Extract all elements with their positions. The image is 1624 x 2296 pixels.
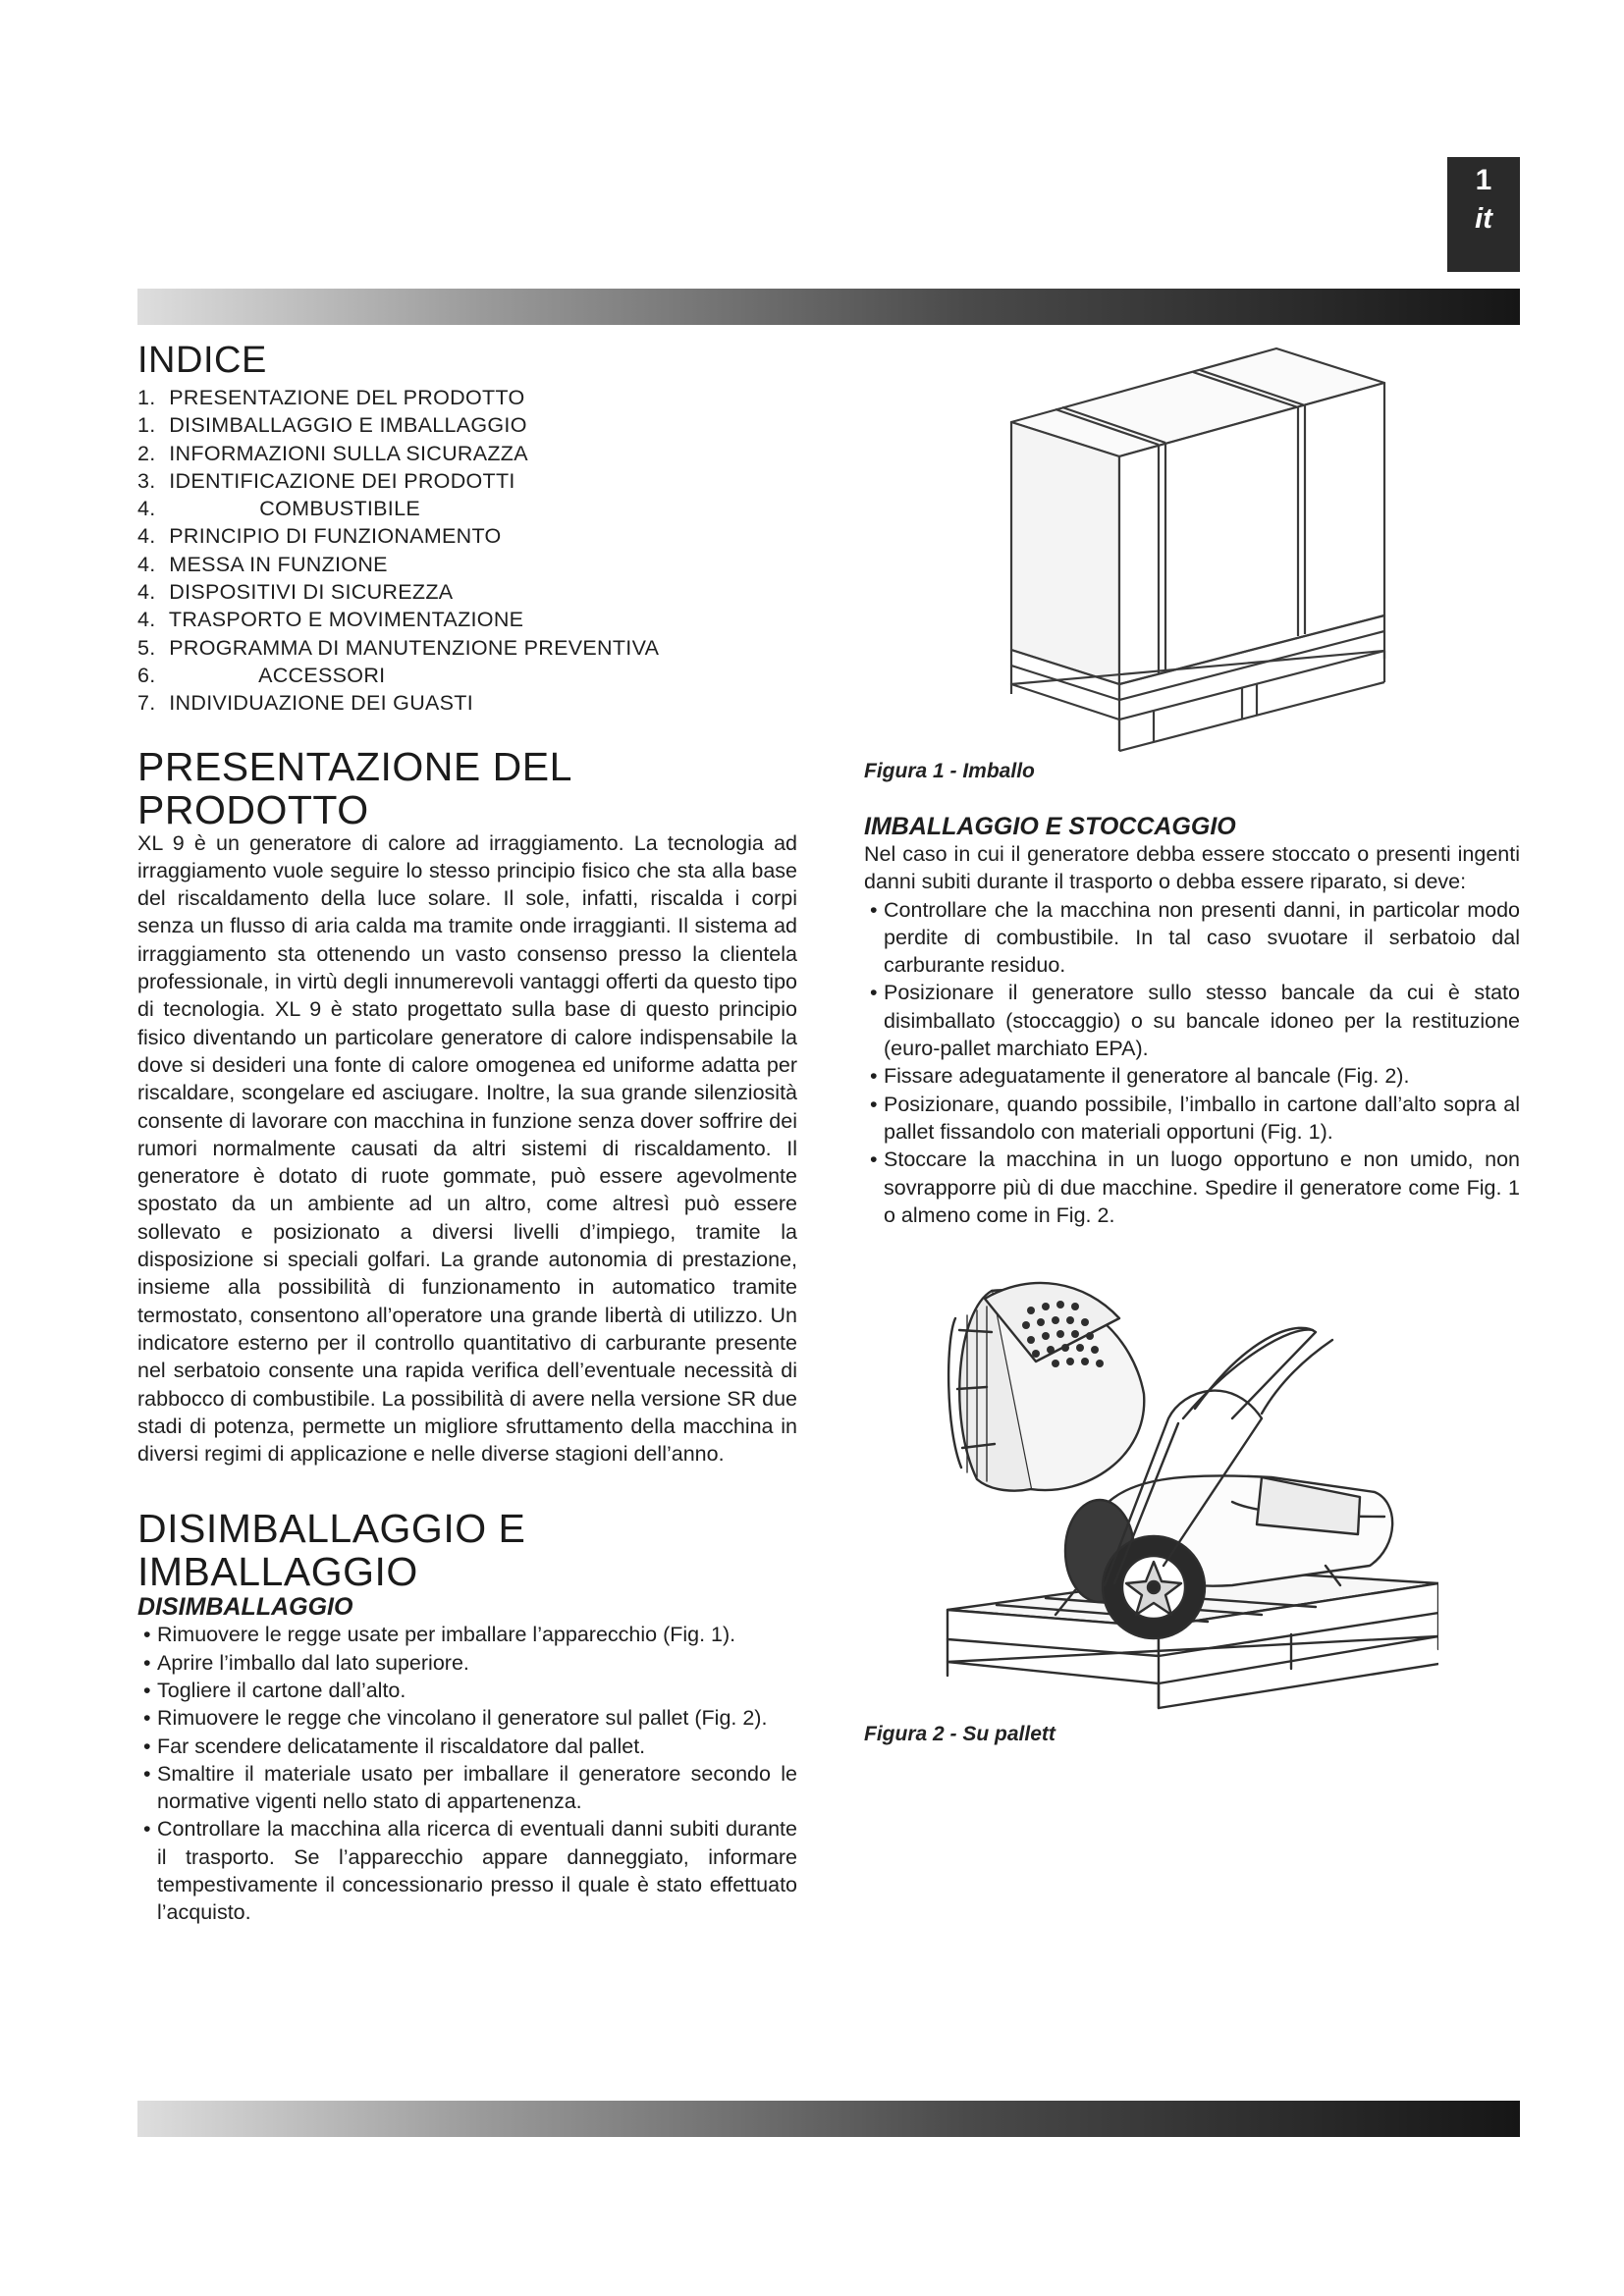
toc-item [137,578,797,606]
imballaggio-intro: Nel caso in cui il generatore debba essere stoccato o presenti ingenti danni subiti durante il trasporto o debba essere riparato, si deve: [864,842,1520,894]
imballaggio-item [864,896,1520,980]
toc-item-number: 6. [137,663,156,687]
toc-item [137,662,797,689]
disimballaggio-item-text: Rimuovere le regge che vincolano il generatore sul pallet (Fig. 2). [157,1706,768,1731]
imballaggio-item [864,1062,1520,1090]
toc-item [137,440,797,467]
left-column [137,339,797,1927]
imballaggio-item-text: Controllare che la macchina non presenti danni, in particolar modo perdite di combustibile. In tal caso svuotare il serbatoio dal carburante residuo. [884,897,1520,978]
disimballaggio-item [137,1677,797,1704]
presentazione-body: XL 9 è un generatore di calore ad irraggiamento. La tecnologia ad irraggiamento vuole seguire lo stesso principio fisico che sta alla base del riscaldamento della luce solare. Il sole, infatti, riscalda i corpi senza un flusso di aria calda ma tramite onde irraggianti. Il sistema ad irraggiamento sta ottenendo un vasto consenso presso la clientela professionale, in virtù degli innumerevoli vantaggi offerti da questo tipo di tecnologia. XL 9 è stato progettato sulla base di questo principio fisico diventando un particolare generatore di calore indispensabile la dove si desideri una fonte di calore omogenea ed uniforme adatta per riscaldare, scongelare ed asciugare. Inoltre, la sua grande silenziosità consente di lavorare con macchina in funzione senza dover soffrire dei rumori normalmente causati da altri sistemi di riscaldamento. Il generatore è dotato di ruote gommate, può essere agevolmente spostato da un ambiente ad un altro, come altresì può essere sollevato e posizionato a diversi livelli d’impiego, tramite la disposizione si speciali golfari. La grande autonomia di prestazione, insieme alla possibilità di funzionamento in automatico tramite termostato, consentono all’operatore una grande libertà di utilizzo. Un indicatore esterno per il controllo quantitativo di carburante presente nel serbatoio consente una rapida verifica dell’eventuale necessità di rabbocco di combustibile. La possibilità di avere nella versione SR due stadi di potenza, permette un migliore sfruttamento della macchina in diversi regimi di applicazione e nelle diverse stagioni dell’anno. [137,830,797,1467]
disimballaggio-item-text: Aprire l’imballo dal lato superiore. [157,1650,469,1675]
toc-item [137,522,797,550]
imballaggio-stoccaggio-subtitle: IMBALLAGGIO E STOCCAGGIO [864,813,1236,840]
toc-item [137,551,797,578]
toc-item-label: PROGRAMMA DI MANUTENZIONE PREVENTIVA [169,635,660,660]
figure2-caption: Figura 2 - Su pallett [864,1723,1056,1745]
toc-item-label: INFORMAZIONI SULLA SICURAZZA [169,441,528,465]
table-of-contents [137,384,797,718]
disimballaggio-item [137,1621,797,1648]
disimballaggio-item [137,1815,797,1926]
toc-item-number: 1. [137,413,156,438]
language-code: it [1475,203,1492,235]
indice-title: INDICE [137,340,267,381]
toc-item-label: MESSA IN FUNZIONE [169,552,388,576]
toc-item-number: 4. [137,524,156,549]
disimballaggio-item-text: Smaltire il materiale usato per imballare il generatore secondo le normative vigenti nello stato di appartenenza. [157,1761,797,1814]
toc-item-number: 2. [137,441,156,465]
toc-item-label: PRINCIPIO DI FUNZIONAMENTO [169,524,502,549]
toc-item-number: 7. [137,691,156,716]
page-number: 1 [1475,164,1492,196]
toc-item-label: INDIVIDUAZIONE DEI GUASTI [169,691,474,716]
toc-item [137,384,797,411]
toc-item [137,634,797,662]
imballaggio-item [864,1091,1520,1147]
imballaggio-item-text: Posizionare, quando possibile, l’imballo in cartone dall’alto sopra al pallet fissandolo con materiali opportuni (Fig. 1). [884,1092,1520,1144]
toc-item-number: 5. [137,635,156,660]
heater-on-pallet-illustration [938,1271,1438,1713]
toc-item-label: IDENTIFICAZIONE DEI PRODOTTI [169,468,515,493]
toc-item [137,606,797,633]
disimballaggio-list [137,1621,797,1926]
disimballaggio-item-text: Togliere il cartone dall’alto. [157,1678,406,1702]
right-column [864,813,1520,1229]
disimballaggio-item [137,1649,797,1677]
toc-item [137,467,797,495]
page-number-tab [1447,157,1520,272]
imballaggio-item-text: Stoccare la macchina in un luogo opportuno e non umido, non sovrapporre più di due macchine. Spedire il generatore come Fig. 1 o almeno come in Fig. 2. [884,1148,1520,1227]
toc-item-number: 3. [137,468,156,493]
toc-item-label: DISIMBALLAGGIO E IMBALLAGGIO [169,413,527,438]
presentazione-title: PRESENTAZIONE DEL PRODOTTO [137,743,571,832]
imballaggio-item-text: Fissare adeguatamente il generatore al bancale (Fig. 2). [884,1064,1410,1089]
disimballaggio-item [137,1733,797,1760]
toc-item [137,411,797,439]
figure1-caption: Figura 1 - Imballo [864,760,1035,782]
toc-item-label: COMBUSTIBILE [259,497,420,521]
disimballaggio-item-text: Rimuovere le regge usate per imballare l’apparecchio (Fig. 1). [157,1623,736,1647]
imballaggio-list [864,896,1520,1230]
toc-item-label: ACCESSORI [258,663,386,687]
toc-item [137,495,797,522]
toc-item-number: 1. [137,386,156,409]
disimballaggio-item-text: Far scendere delicatamente il riscaldatore dal pallet. [157,1734,646,1758]
disimballaggio-section-title: DISIMBALLAGGIO E IMBALLAGGIO [137,1506,526,1595]
toc-item-number: 4. [137,580,156,605]
toc-item-number: 4. [137,497,156,521]
disimballaggio-item [137,1760,797,1816]
disimballaggio-subtitle: DISIMBALLAGGIO [137,1593,353,1622]
disimballaggio-item-text: Controllare la macchina alla ricerca di eventuali danni subiti durante il trasporto. Se l’apparecchio appare danneggiato, informare tempestivamente il concessionario presso il quale è stato effettuato l’acquisto. [157,1817,797,1925]
toc-item-label: PRESENTAZIONE DEL PRODOTTO [169,386,525,409]
imballaggio-item [864,979,1520,1062]
toc-item-label: TRASPORTO E MOVIMENTAZIONE [168,608,524,632]
toc-item [137,689,797,717]
toc-item-label: DISPOSITIVI DI SICUREZZA [169,580,454,605]
toc-item-number: 4. [137,552,156,576]
header-gradient-band [137,289,1520,325]
imballaggio-item [864,1146,1520,1229]
packaged-crate-illustration [992,339,1404,759]
disimballaggio-item [137,1704,797,1732]
footer-gradient-band [137,2101,1520,2137]
imballaggio-item-text: Posizionare il generatore sullo stesso bancale da cui è stato disimballato (stoccaggio) o su bancale idoneo per la restituzione (euro-pallet marchiato EPA). [884,981,1520,1061]
toc-item-number: 4. [137,608,156,632]
